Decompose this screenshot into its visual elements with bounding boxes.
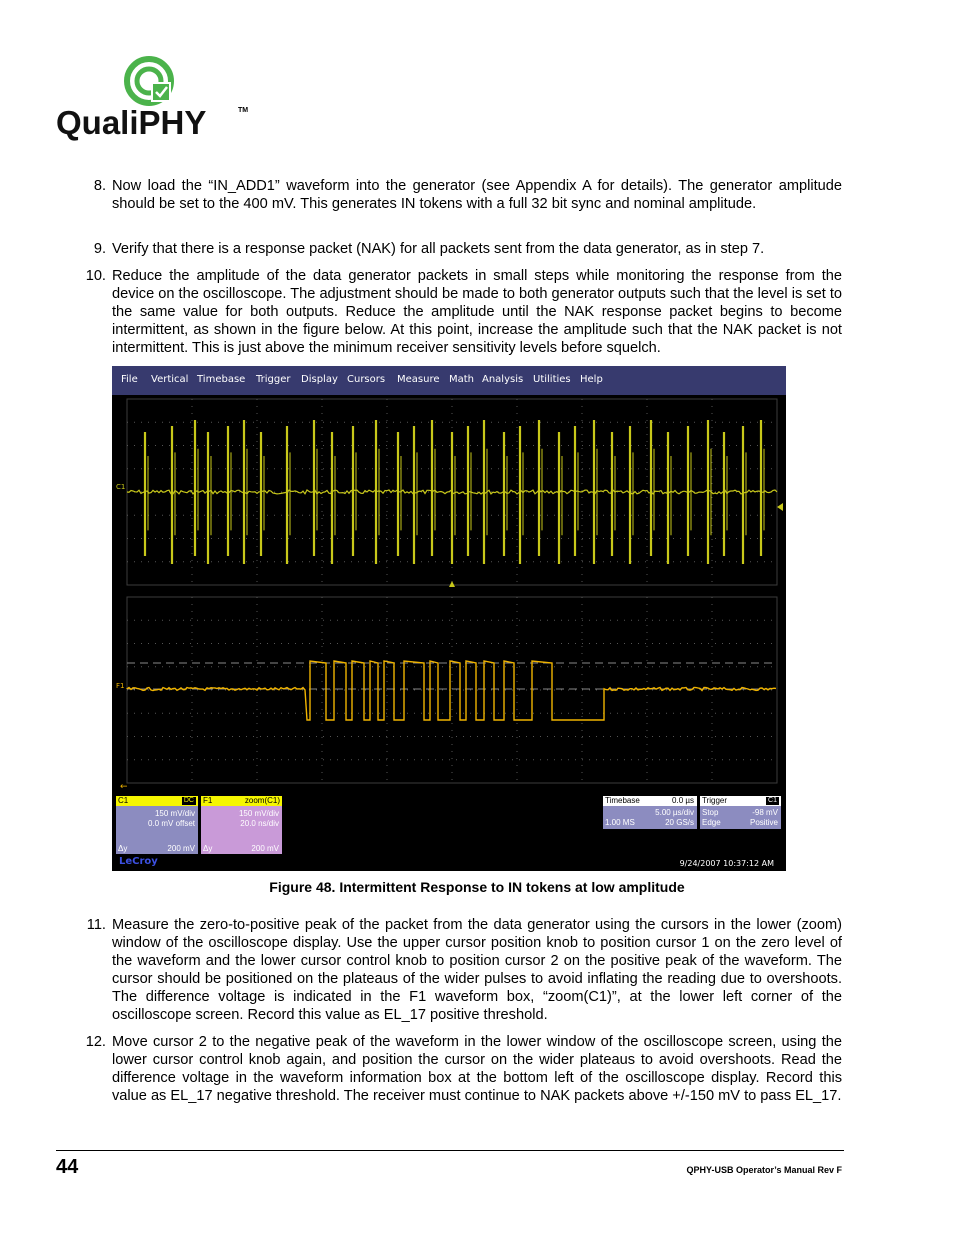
f1-dy-value: 200 mV — [251, 844, 279, 853]
c1-marker-label: C1 — [116, 483, 126, 491]
timebase-rate: 20 GS/s — [665, 818, 694, 827]
step-text: Reduce the amplitude of the data generator packets in small steps while monitoring the response from the device on the oscilloscope. The adjustment should be made to both generator outputs such that the level is set to the same value for both outputs. Reduce the amplitude until the NAK response packet begins to become intermittent, as shown in the figure below. At this point, increase the amplitude such that the NAK packet is not intermittent. This is just above the minimum receiver sensitivity levels before squelch. — [112, 268, 842, 357]
footer-rule — [56, 1150, 844, 1151]
qualiphy-emblem-icon — [122, 55, 182, 107]
step-number: 9. — [93, 241, 106, 257]
manual-title: QPHY-USB Operator’s Manual Rev F — [686, 1165, 842, 1175]
step-text: Measure the zero-to-positive peak of the packet from the data generator using the cursors in the lower (zoom) window of the oscilloscope display. Use the upper cursor position knob to position cursor 1 on the zero level of the waveform and the lower cursor control knob to position cursor 2 on the positive peak of the waveform. The cursor should be positioned on the plateaus of the wider pulses to avoid inflating the reading due to overshoots. The difference voltage is indicated in the F1 waveform box, “zoom(C1)”, at the lower left corner of the oscilloscope screen. Record this value as EL_17 positive threshold. — [112, 917, 842, 1024]
menu-utilities[interactable]: Utilities — [533, 374, 571, 385]
c1-offset: 0.0 mV offset — [148, 819, 195, 828]
step-text: Verify that there is a response packet (NAK) for all packets sent from the data generator, as in step 7. — [112, 241, 765, 257]
menu-display[interactable]: Display — [301, 374, 338, 385]
logo-wordmark: QualiPHY — [56, 104, 207, 141]
timebase-tdiv: 5.00 µs/div — [655, 808, 694, 817]
step-number: 10. — [85, 268, 106, 284]
step-number: 8. — [93, 178, 106, 194]
menu-math[interactable]: Math — [449, 374, 475, 385]
f1-marker-label: F1 — [116, 682, 125, 690]
logo-trademark: TM — [238, 107, 249, 114]
step-text: Move cursor 2 to the negative peak of the waveform in the lower window of the oscilloscope screen, using the lower cursor control knob again, and position the cursor on the wider plateaus to avoid overshoots. Read the difference voltage in the waveform information box at the bottom left of the oscilloscope display. Record this value as EL_17 negative threshold. The receiver must continue to NAK packets above +/-150 mV to pass EL_17. — [112, 1034, 842, 1105]
f1-info-box[interactable] — [201, 796, 282, 854]
page-number: 44 — [56, 1156, 79, 1178]
f1-dy-label: Δy — [203, 844, 213, 853]
trigger-slope: Positive — [749, 818, 778, 827]
trigger-level-marker — [777, 503, 783, 511]
menu-file[interactable]: File — [121, 374, 138, 385]
qualiphy-logo — [56, 55, 251, 145]
f1-tdiv: 20.0 ns/div — [240, 819, 279, 828]
c1-box-name: C1 — [118, 796, 129, 805]
scroll-left-icon[interactable]: ← — [120, 782, 128, 792]
oscilloscope-screenshot — [112, 366, 786, 871]
step-number: 12. — [85, 1034, 106, 1050]
timebase-box[interactable] — [603, 796, 697, 829]
lecroy-brand: LeCroy — [119, 856, 158, 867]
menu-cursors[interactable]: Cursors — [347, 374, 386, 385]
figure-caption: Figure 48. Intermittent Response to IN tokens at low amplitude — [269, 879, 685, 895]
f1-vdiv: 150 mV/div — [238, 809, 279, 818]
menu-help[interactable]: Help — [580, 374, 603, 385]
trigger-level: -98 mV — [752, 808, 778, 817]
menu-timebase[interactable]: Timebase — [197, 374, 246, 385]
step-12 — [85, 1033, 842, 1105]
c1-dy-label: Δy — [118, 844, 128, 853]
step-10 — [85, 267, 842, 357]
trigger-source-badge: C1 — [768, 797, 777, 804]
trigger-mode: Stop — [702, 808, 719, 817]
timebase-points: 1.00 MS — [605, 818, 635, 827]
menu-measure[interactable]: Measure — [397, 374, 440, 385]
step-text: Now load the “IN_ADD1” waveform into the generator (see Appendix A for details). The generator amplitude should be set to the 400 mV. This generates IN tokens with a full 32 bit sync and nominal amplitude. — [112, 178, 842, 213]
trigger-label: Trigger — [702, 796, 728, 805]
step-8 — [93, 177, 842, 213]
f1-box-name: F1 — [203, 796, 213, 805]
c1-coupling-badge: DC — [183, 797, 194, 804]
timebase-delay: 0.0 µs — [672, 796, 694, 805]
menu-analysis[interactable]: Analysis — [482, 374, 524, 385]
c1-dy-value: 200 mV — [167, 844, 195, 853]
step-number: 11. — [86, 917, 106, 933]
step-9 — [93, 240, 842, 258]
f1-function: zoom(C1) — [244, 796, 280, 805]
scope-datetime: 9/24/2007 10:37:12 AM — [679, 859, 774, 868]
timebase-label: Timebase — [605, 796, 640, 805]
trigger-type: Edge — [702, 818, 721, 827]
menu-trigger[interactable]: Trigger — [256, 374, 291, 385]
trigger-box[interactable] — [700, 796, 781, 829]
menu-vertical[interactable]: Vertical — [151, 374, 189, 385]
c1-vdiv: 150 mV/div — [154, 809, 195, 818]
c1-info-box[interactable] — [116, 796, 198, 854]
step-11 — [86, 916, 842, 1025]
